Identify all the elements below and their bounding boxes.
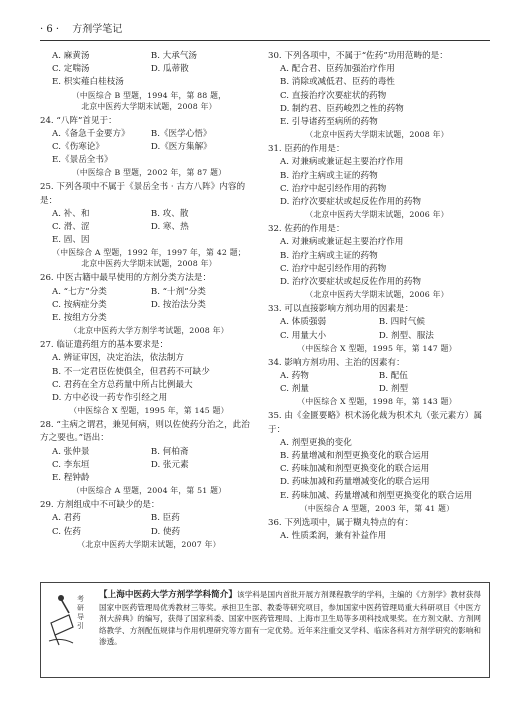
answer-option: A. 辨证审因，决定治法，依法制方 — [52, 353, 184, 364]
answer-option: C. 剂量 — [280, 384, 309, 395]
question-stem: 32. 佐药的作用是： — [268, 224, 345, 235]
answer-option: C. 按病症分类 — [52, 299, 107, 310]
question-source: （中医综合 B 型题，1994 年，第 88 题， — [71, 90, 227, 100]
question-item — [40, 499, 258, 550]
right-column — [268, 50, 486, 546]
option-list — [268, 530, 486, 543]
answer-option: C. 直接治疗次要症状的药物 — [280, 90, 387, 101]
question-stem: 30. 下列各项中，不属于“佐药”功用范畴的是： — [268, 51, 448, 61]
answer-option: E. 固、因 — [52, 235, 90, 246]
answer-option: C.《伤寒论》 — [52, 142, 104, 153]
answer-option: D. 治疗次要症状或起反佐作用的药物 — [280, 277, 421, 288]
question-source: （北京中医药大学期末试题，2006 年） — [305, 210, 449, 220]
answer-option: A. 剂型更换的变化 — [280, 437, 352, 448]
intro-box-text — [99, 589, 481, 648]
answer-option: D. 治疗次要症状或起反佐作用的药物 — [280, 197, 421, 208]
question-item — [268, 143, 486, 220]
question-item — [268, 357, 486, 408]
option-list — [40, 208, 258, 248]
question-source: （中医综合 X 型题，1995 年，第 145 题） — [69, 406, 229, 416]
answer-option: E. 枳实薤白桂枝汤 — [52, 77, 124, 88]
question-item — [268, 50, 486, 140]
option-list — [268, 370, 486, 396]
question-stem: 35. 由《金匮要略》枳术汤化裁为枳术丸（张元素方）属于： — [268, 411, 483, 435]
answer-option: E.《景岳全书》 — [52, 155, 113, 166]
question-stem: 24. “八阵”首见于： — [40, 115, 117, 126]
intro-box — [40, 582, 490, 678]
pen-book-icon — [47, 589, 77, 649]
question-source: 北京中医药大学期末试题，2008 年） — [81, 259, 217, 269]
answer-option: D. 张元素 — [150, 459, 189, 470]
question-item — [268, 517, 486, 543]
answer-option: D. 剂型 — [378, 384, 409, 395]
question-source: （中医综合 B 型题，2002 年，第 87 题） — [71, 168, 227, 178]
question-stem: 33. 可以直接影响方剂功用的因素是： — [268, 304, 414, 315]
answer-option: B. 攻、散 — [150, 208, 189, 219]
answer-option: B. 不一定君臣佐使俱全，但君药不可缺少 — [52, 366, 210, 377]
answer-option: D.《医方集解》 — [150, 142, 212, 153]
answer-option: B. “十剂”分类 — [150, 286, 206, 297]
question-source: （北京中医药大学期末试题，2007 年） — [77, 539, 221, 549]
answer-option: A. 配合君、臣药加强治疗作用 — [280, 64, 395, 75]
question-source: （中医综合 A 型题，1992 年，1997 年，第 42 题； — [52, 248, 246, 258]
question-item — [40, 181, 258, 269]
answer-option: C. 君药在全方总药量中所占比例最大 — [52, 379, 193, 390]
question-stem: 26. 中医古籍中最早使用的方剂分类方法是： — [40, 273, 212, 284]
answer-option: A. 君药 — [52, 513, 81, 524]
answer-option: A. 体质强弱 — [280, 317, 327, 328]
answer-option: A. 对兼病或兼证起主要治疗作用 — [280, 157, 404, 168]
question-source: （北京中医药大学期末试题，2008 年） — [305, 130, 449, 140]
answer-option: D. 剂型、服法 — [378, 330, 434, 341]
option-list — [268, 63, 486, 129]
question-stem: 25. 下列各项中不属于《景岳全书 · 古方八阵》内容的是： — [40, 182, 246, 206]
question-stem: 31. 臣药的作用是： — [268, 144, 345, 155]
option-list — [40, 50, 258, 90]
question-stem: 27. 临证遣药组方的基本要求是： — [40, 340, 169, 351]
answer-option: B. 四时气候 — [378, 317, 426, 328]
answer-option: C. 佐药 — [52, 526, 81, 537]
question-item — [268, 410, 486, 513]
answer-option: C. 治疗中起引经作用的药物 — [280, 183, 387, 194]
answer-option: B. 配伍 — [378, 371, 408, 382]
answer-option: D. 寒、热 — [150, 222, 189, 233]
answer-option: D. 制约君、臣药峻烈之性的药物 — [280, 103, 404, 114]
question-source: （中医综合 A 型题，2003 年，第 41 题） — [299, 503, 455, 513]
question-item — [268, 303, 486, 354]
intro-box-body: 该学科是国内首批开展方剂课程教学的学科，主编的《方剂学》教材获得国家中医药管理局优秀教材三等奖。承担卫生部、教委等研究项目，参加国家中医药管理局重大科研项目《中医方剂大辞典》的编写，获得了国家科委、国家中医药管理局、上海市卫生局等多项科技成果奖。在方剂文献、方剂网络教学、方剂配伍规律与作用机理研究等方面有一定优势。近年来注重交叉学科、临床各科对方剂学研究的影响和渗透。 — [99, 590, 481, 647]
question-item — [40, 272, 258, 336]
answer-option: D. 按治法分类 — [150, 299, 206, 310]
question-source: （中医综合 X 型题，1998 年，第 143 题） — [297, 397, 457, 407]
answer-option: B. 治疗主病或主证的药物 — [280, 250, 378, 261]
answer-option: C. 李东垣 — [52, 459, 90, 470]
page-header — [40, 22, 490, 41]
answer-option: A. 对兼病或兼证起主要治疗作用 — [280, 237, 404, 248]
answer-option: A. 麻黄汤 — [52, 51, 90, 61]
answer-option: B. 消除或减低君、臣药的毒性 — [280, 77, 395, 88]
option-list — [40, 512, 258, 538]
answer-option: C. 治疗中起引经作用的药物 — [280, 263, 387, 274]
question-source: 北京中医药大学期末试题，2008 年） — [81, 101, 217, 111]
answer-option: A.《备急千金要方》 — [52, 128, 130, 139]
question-stem: 36. 下列选项中，属于糊丸特点的有： — [268, 517, 414, 528]
book-title: 方剂学笔记 — [72, 24, 123, 35]
option-list — [40, 128, 258, 168]
answer-option: C. 药味加减和剂型更换变化的联合运用 — [280, 464, 430, 475]
answer-option: A. 张仲景 — [52, 446, 90, 457]
answer-option: A. 补、和 — [52, 208, 90, 219]
answer-option: B. 臣药 — [150, 513, 180, 524]
answer-option: B. 何柏斋 — [150, 446, 189, 457]
question-source: （北京中医药大学期末试题，2006 年） — [305, 290, 449, 300]
question-item — [40, 339, 258, 416]
answer-option: A. “七方”分类 — [52, 286, 107, 297]
answer-option: E. 药味加减、药量增减和剂型更换变化的联合运用 — [280, 490, 473, 501]
question-item — [40, 115, 258, 179]
answer-option: A. 药物 — [280, 371, 309, 382]
option-list — [40, 286, 258, 326]
answer-option: C. 定喘汤 — [52, 64, 90, 75]
option-list — [268, 316, 486, 342]
answer-option: D. 瓜蒂散 — [150, 64, 189, 75]
option-list — [268, 236, 486, 289]
option-list — [40, 446, 258, 486]
question-source: （中医综合 A 型题，2004 年，第 51 题） — [71, 486, 227, 496]
option-list — [268, 156, 486, 209]
option-list — [40, 352, 258, 405]
answer-option: B.《医学心悟》 — [150, 128, 212, 139]
answer-option: E. 引导诸药至病所的药物 — [280, 117, 378, 128]
answer-option: E. 程钟龄 — [52, 473, 90, 484]
question-stem: 29. 方剂组成中不可缺少的是： — [40, 500, 160, 511]
question-source: （中医综合 X 型题，1995 年，第 147 题） — [297, 343, 457, 353]
question-item — [40, 50, 258, 112]
answer-option: B. 大承气汤 — [150, 51, 198, 61]
question-item — [40, 419, 258, 496]
question-item — [268, 223, 486, 300]
intro-box-label: 考研导引 — [77, 595, 84, 630]
intro-box-emblem — [47, 589, 91, 659]
intro-box-title: 【上海中医药大学方剂学学科简介】 — [99, 590, 238, 600]
left-column — [40, 50, 258, 553]
answer-option: C. 滑、涩 — [52, 222, 90, 233]
page-number: · 6 · — [40, 24, 60, 35]
answer-option: B. 药量增减和剂型更换变化的联合运用 — [280, 451, 430, 462]
answer-option: D. 使药 — [150, 526, 181, 537]
question-source: （北京中医药大学方剂学考试题，2008 年） — [69, 326, 229, 336]
answer-option: E. 按组方分类 — [52, 313, 107, 324]
answer-option: D. 药味加减和药量增减变化的联合运用 — [280, 477, 430, 488]
answer-option: B. 治疗主病或主证的药物 — [280, 170, 378, 181]
answer-option: C. 用量大小 — [280, 330, 327, 341]
question-stem: 34. 影响方剂功用、主治的因素有： — [268, 357, 405, 368]
option-list — [268, 437, 486, 503]
answer-option: A. 性质柔润，兼有补益作用 — [280, 531, 387, 542]
answer-option: D. 方中必设一药专作引经之用 — [52, 393, 168, 404]
question-stem: 28. “主病之谓君，兼见何病，则以佐使药分治之，此治方之要也。”语出： — [40, 420, 250, 444]
